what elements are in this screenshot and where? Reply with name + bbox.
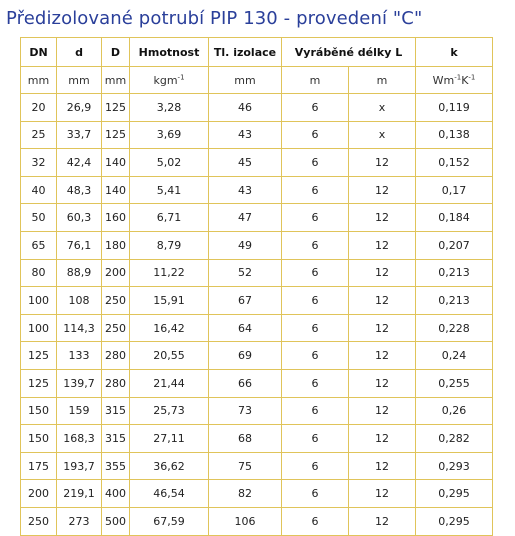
unit-k-exp-2: -1 [468, 72, 476, 81]
header-row [21, 38, 493, 67]
cell-k: 0,228 [416, 314, 493, 342]
cell-mass: 27,11 [130, 425, 209, 453]
cell-k: 0,184 [416, 204, 493, 232]
cell-k: 0,213 [416, 287, 493, 315]
cell-length-2: 12 [349, 259, 416, 287]
cell-dn: 250 [21, 507, 57, 535]
cell-length-2: 12 [349, 397, 416, 425]
cell-length-1: 6 [282, 425, 349, 453]
cell-dn: 200 [21, 480, 57, 508]
cell-k: 0,295 [416, 507, 493, 535]
pipe-spec-table [20, 37, 493, 536]
cell-insulation: 52 [209, 259, 282, 287]
cell-length-2: x [349, 121, 416, 149]
cell-d: 273 [57, 507, 102, 535]
cell-k: 0,293 [416, 452, 493, 480]
cell-dn: 25 [21, 121, 57, 149]
cell-k: 0,213 [416, 259, 493, 287]
cell-d: 114,3 [57, 314, 102, 342]
cell-insulation: 75 [209, 452, 282, 480]
cell-mass: 67,59 [130, 507, 209, 535]
cell-D: 160 [102, 204, 130, 232]
cell-insulation: 67 [209, 287, 282, 315]
cell-insulation: 43 [209, 176, 282, 204]
unit-d: mm [57, 67, 102, 94]
cell-dn: 150 [21, 425, 57, 453]
cell-length-2: 12 [349, 369, 416, 397]
table-row [21, 314, 493, 342]
cell-d: 48,3 [57, 176, 102, 204]
cell-dn: 40 [21, 176, 57, 204]
cell-mass: 6,71 [130, 204, 209, 232]
unit-mass-exp: -1 [177, 72, 185, 81]
table-row [21, 287, 493, 315]
unit-dn: mm [21, 67, 57, 94]
cell-length-1: 6 [282, 231, 349, 259]
cell-mass: 3,69 [130, 121, 209, 149]
table-row [21, 259, 493, 287]
table-row [21, 149, 493, 177]
cell-length-2: 12 [349, 176, 416, 204]
cell-insulation: 73 [209, 397, 282, 425]
cell-dn: 100 [21, 314, 57, 342]
table-row [21, 397, 493, 425]
cell-D: 280 [102, 342, 130, 370]
cell-d: 168,3 [57, 425, 102, 453]
cell-d: 76,1 [57, 231, 102, 259]
cell-k: 0,138 [416, 121, 493, 149]
cell-k: 0,282 [416, 425, 493, 453]
cell-k: 0,17 [416, 176, 493, 204]
cell-d: 108 [57, 287, 102, 315]
cell-k: 0,295 [416, 480, 493, 508]
cell-mass: 25,73 [130, 397, 209, 425]
cell-length-1: 6 [282, 397, 349, 425]
cell-d: 60,3 [57, 204, 102, 232]
cell-length-1: 6 [282, 480, 349, 508]
cell-D: 200 [102, 259, 130, 287]
cell-length-1: 6 [282, 287, 349, 315]
units-row [21, 67, 493, 94]
cell-mass: 20,55 [130, 342, 209, 370]
cell-dn: 125 [21, 342, 57, 370]
cell-mass: 21,44 [130, 369, 209, 397]
cell-k: 0,255 [416, 369, 493, 397]
page-title: Předizolované potrubí PIP 130 - provedení "C" [6, 8, 423, 29]
cell-length-2: 12 [349, 425, 416, 453]
cell-insulation: 106 [209, 507, 282, 535]
cell-length-2: 12 [349, 231, 416, 259]
cell-dn: 125 [21, 369, 57, 397]
unit-k-base-2: K [461, 73, 469, 87]
cell-dn: 65 [21, 231, 57, 259]
header-D: D [102, 38, 130, 67]
cell-mass: 16,42 [130, 314, 209, 342]
header-k: k [416, 38, 493, 67]
cell-d: 139,7 [57, 369, 102, 397]
cell-length-2: 12 [349, 149, 416, 177]
cell-dn: 32 [21, 149, 57, 177]
cell-length-2: 12 [349, 314, 416, 342]
cell-length-1: 6 [282, 149, 349, 177]
cell-length-2: 12 [349, 480, 416, 508]
cell-mass: 11,22 [130, 259, 209, 287]
cell-dn: 150 [21, 397, 57, 425]
header-dn: DN [21, 38, 57, 67]
cell-D: 125 [102, 121, 130, 149]
unit-length-1: m [282, 67, 349, 94]
cell-d: 33,7 [57, 121, 102, 149]
cell-mass: 5,41 [130, 176, 209, 204]
cell-length-1: 6 [282, 452, 349, 480]
header-d: d [57, 38, 102, 67]
cell-D: 400 [102, 480, 130, 508]
cell-length-2: 12 [349, 342, 416, 370]
table-row [21, 94, 493, 122]
cell-length-1: 6 [282, 507, 349, 535]
cell-length-2: 12 [349, 287, 416, 315]
cell-length-2: 12 [349, 204, 416, 232]
unit-length-2: m [349, 67, 416, 94]
cell-d: 42,4 [57, 149, 102, 177]
cell-D: 140 [102, 176, 130, 204]
table-row [21, 231, 493, 259]
cell-insulation: 69 [209, 342, 282, 370]
cell-d: 88,9 [57, 259, 102, 287]
table-row [21, 121, 493, 149]
cell-D: 355 [102, 452, 130, 480]
cell-dn: 20 [21, 94, 57, 122]
cell-d: 219,1 [57, 480, 102, 508]
cell-dn: 50 [21, 204, 57, 232]
table-row [21, 507, 493, 535]
cell-mass: 15,91 [130, 287, 209, 315]
cell-mass: 8,79 [130, 231, 209, 259]
cell-insulation: 68 [209, 425, 282, 453]
cell-D: 315 [102, 397, 130, 425]
cell-insulation: 47 [209, 204, 282, 232]
cell-k: 0,119 [416, 94, 493, 122]
cell-d: 133 [57, 342, 102, 370]
cell-length-2: 12 [349, 452, 416, 480]
cell-k: 0,26 [416, 397, 493, 425]
cell-dn: 175 [21, 452, 57, 480]
cell-dn: 80 [21, 259, 57, 287]
cell-k: 0,152 [416, 149, 493, 177]
cell-D: 250 [102, 287, 130, 315]
unit-k-exp-1: -1 [454, 72, 462, 81]
cell-dn: 100 [21, 287, 57, 315]
cell-insulation: 46 [209, 94, 282, 122]
cell-length-2: x [349, 94, 416, 122]
cell-length-1: 6 [282, 204, 349, 232]
cell-length-2: 12 [349, 507, 416, 535]
cell-insulation: 43 [209, 121, 282, 149]
table-row [21, 176, 493, 204]
table-row [21, 204, 493, 232]
cell-insulation: 82 [209, 480, 282, 508]
unit-insulation: mm [209, 67, 282, 94]
cell-length-1: 6 [282, 259, 349, 287]
table-row [21, 452, 493, 480]
cell-insulation: 66 [209, 369, 282, 397]
cell-mass: 5,02 [130, 149, 209, 177]
header-insulation: Tl. izolace [209, 38, 282, 67]
cell-D: 280 [102, 369, 130, 397]
cell-insulation: 49 [209, 231, 282, 259]
cell-D: 140 [102, 149, 130, 177]
cell-insulation: 45 [209, 149, 282, 177]
cell-k: 0,207 [416, 231, 493, 259]
cell-length-1: 6 [282, 121, 349, 149]
unit-k-base-1: Wm [432, 73, 455, 87]
cell-length-1: 6 [282, 94, 349, 122]
cell-D: 250 [102, 314, 130, 342]
cell-d: 193,7 [57, 452, 102, 480]
cell-length-1: 6 [282, 176, 349, 204]
cell-d: 159 [57, 397, 102, 425]
cell-k: 0,24 [416, 342, 493, 370]
table-row [21, 342, 493, 370]
cell-length-1: 6 [282, 342, 349, 370]
header-mass: Hmotnost [130, 38, 209, 67]
cell-d: 26,9 [57, 94, 102, 122]
cell-mass: 3,28 [130, 94, 209, 122]
cell-length-1: 6 [282, 369, 349, 397]
unit-mass [130, 67, 209, 94]
cell-D: 500 [102, 507, 130, 535]
cell-D: 315 [102, 425, 130, 453]
cell-mass: 36,62 [130, 452, 209, 480]
cell-D: 125 [102, 94, 130, 122]
unit-k [416, 67, 493, 94]
table-row [21, 369, 493, 397]
cell-mass: 46,54 [130, 480, 209, 508]
table-row [21, 425, 493, 453]
cell-length-1: 6 [282, 314, 349, 342]
unit-D: mm [102, 67, 130, 94]
unit-mass-base: kgm [153, 73, 178, 87]
header-lengths: Vyráběné délky L [282, 38, 416, 67]
cell-D: 180 [102, 231, 130, 259]
cell-insulation: 64 [209, 314, 282, 342]
